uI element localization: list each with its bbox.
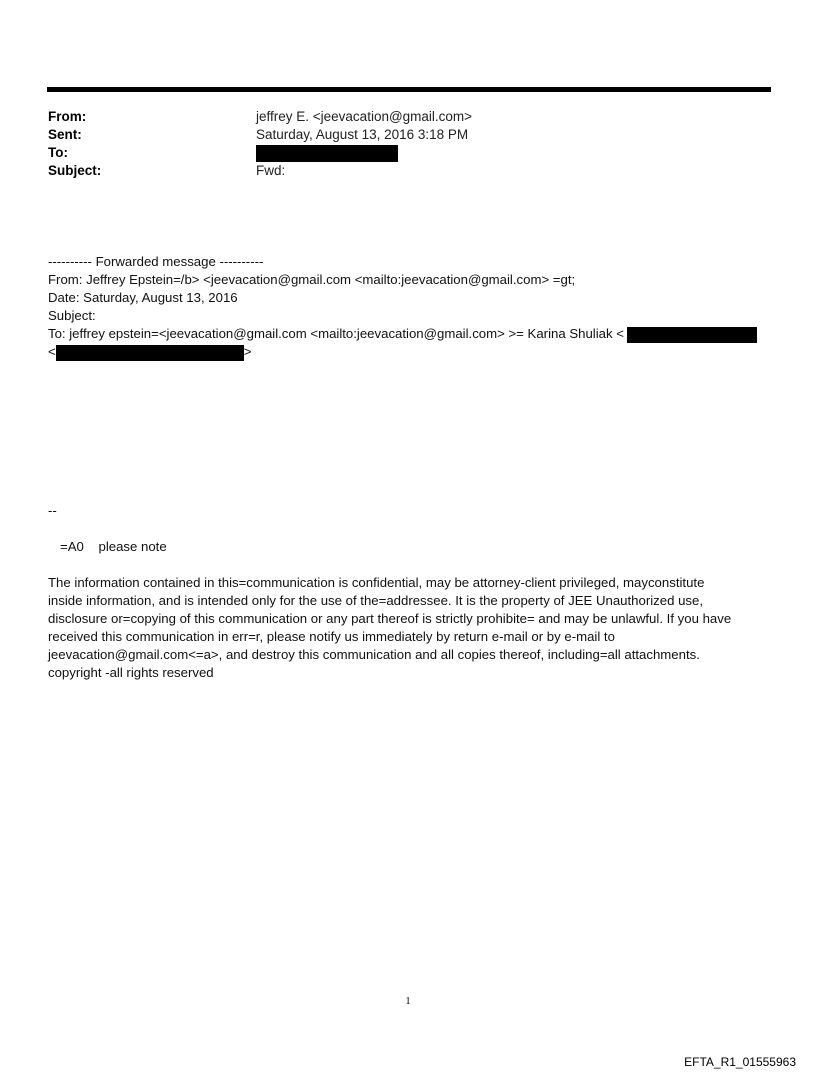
disclaimer-line: jeevacation@gmail.com<=a>, and destroy this communication and all copies thereof, including=all attachments. bbox=[48, 647, 700, 662]
sent-row bbox=[48, 126, 748, 144]
angle-close: > bbox=[243, 344, 252, 359]
to-label: To: bbox=[48, 145, 68, 160]
subject-label: Subject: bbox=[48, 163, 102, 178]
forwarded-date: Date: Saturday, August 13, 2016 bbox=[48, 290, 238, 305]
forwarded-message bbox=[48, 253, 778, 361]
forwarded-divider: ---------- Forwarded message ---------- bbox=[48, 254, 264, 269]
angle-open: < bbox=[48, 344, 56, 359]
document-id: EFTA_R1_01555963 bbox=[684, 1055, 796, 1069]
redaction-box bbox=[627, 327, 757, 343]
disclaimer-line: received this communication in err=r, please notify us immediately by return e-mail or by e-mail to bbox=[48, 629, 615, 644]
disclaimer-line: inside information, and is intended only for the use of the=addressee. It is the property of JEE Unauthorized use, bbox=[48, 593, 704, 608]
to-value bbox=[256, 144, 398, 162]
redaction-box bbox=[256, 145, 398, 162]
disclaimer-line: The information contained in this=communication is confidential, may be attorney-client privileged, mayconstitute bbox=[48, 575, 705, 590]
disclaimer-line: disclosure or=copying of this communication or any part thereof is strictly prohibite= and may be unlawful. If you have bbox=[48, 611, 732, 626]
please-note: =A0 please note bbox=[60, 539, 167, 554]
page-number: 1 bbox=[405, 995, 411, 1007]
forwarded-to-continued bbox=[48, 343, 778, 361]
email-header bbox=[48, 108, 748, 180]
signature-separator: -- bbox=[48, 503, 57, 518]
from-row bbox=[48, 108, 748, 126]
subject-row bbox=[48, 162, 748, 180]
confidentiality-disclaimer bbox=[48, 574, 768, 682]
subject-value: Fwd: bbox=[256, 163, 286, 178]
forwarded-to-text: To: jeffrey epstein=<jeevacation@gmail.com <mailto:jeevacation@gmail.com> >= Karina Shuliak < bbox=[48, 326, 624, 341]
redaction-box bbox=[56, 345, 244, 361]
to-row bbox=[48, 144, 748, 162]
sent-value: Saturday, August 13, 2016 3:18 PM bbox=[256, 127, 469, 142]
header-rule bbox=[47, 87, 771, 92]
forwarded-from: From: Jeffrey Epstein=/b> <jeevacation@gmail.com <mailto:jeevacation@gmail.com> =gt; bbox=[48, 272, 576, 287]
forwarded-subject: Subject: bbox=[48, 308, 96, 323]
disclaimer-line: copyright -all rights reserved bbox=[48, 665, 214, 680]
from-label: From: bbox=[48, 109, 87, 124]
sent-label: Sent: bbox=[48, 127, 82, 142]
from-value: jeffrey E. <jeevacation@gmail.com> bbox=[256, 109, 473, 124]
forwarded-to bbox=[48, 325, 778, 343]
